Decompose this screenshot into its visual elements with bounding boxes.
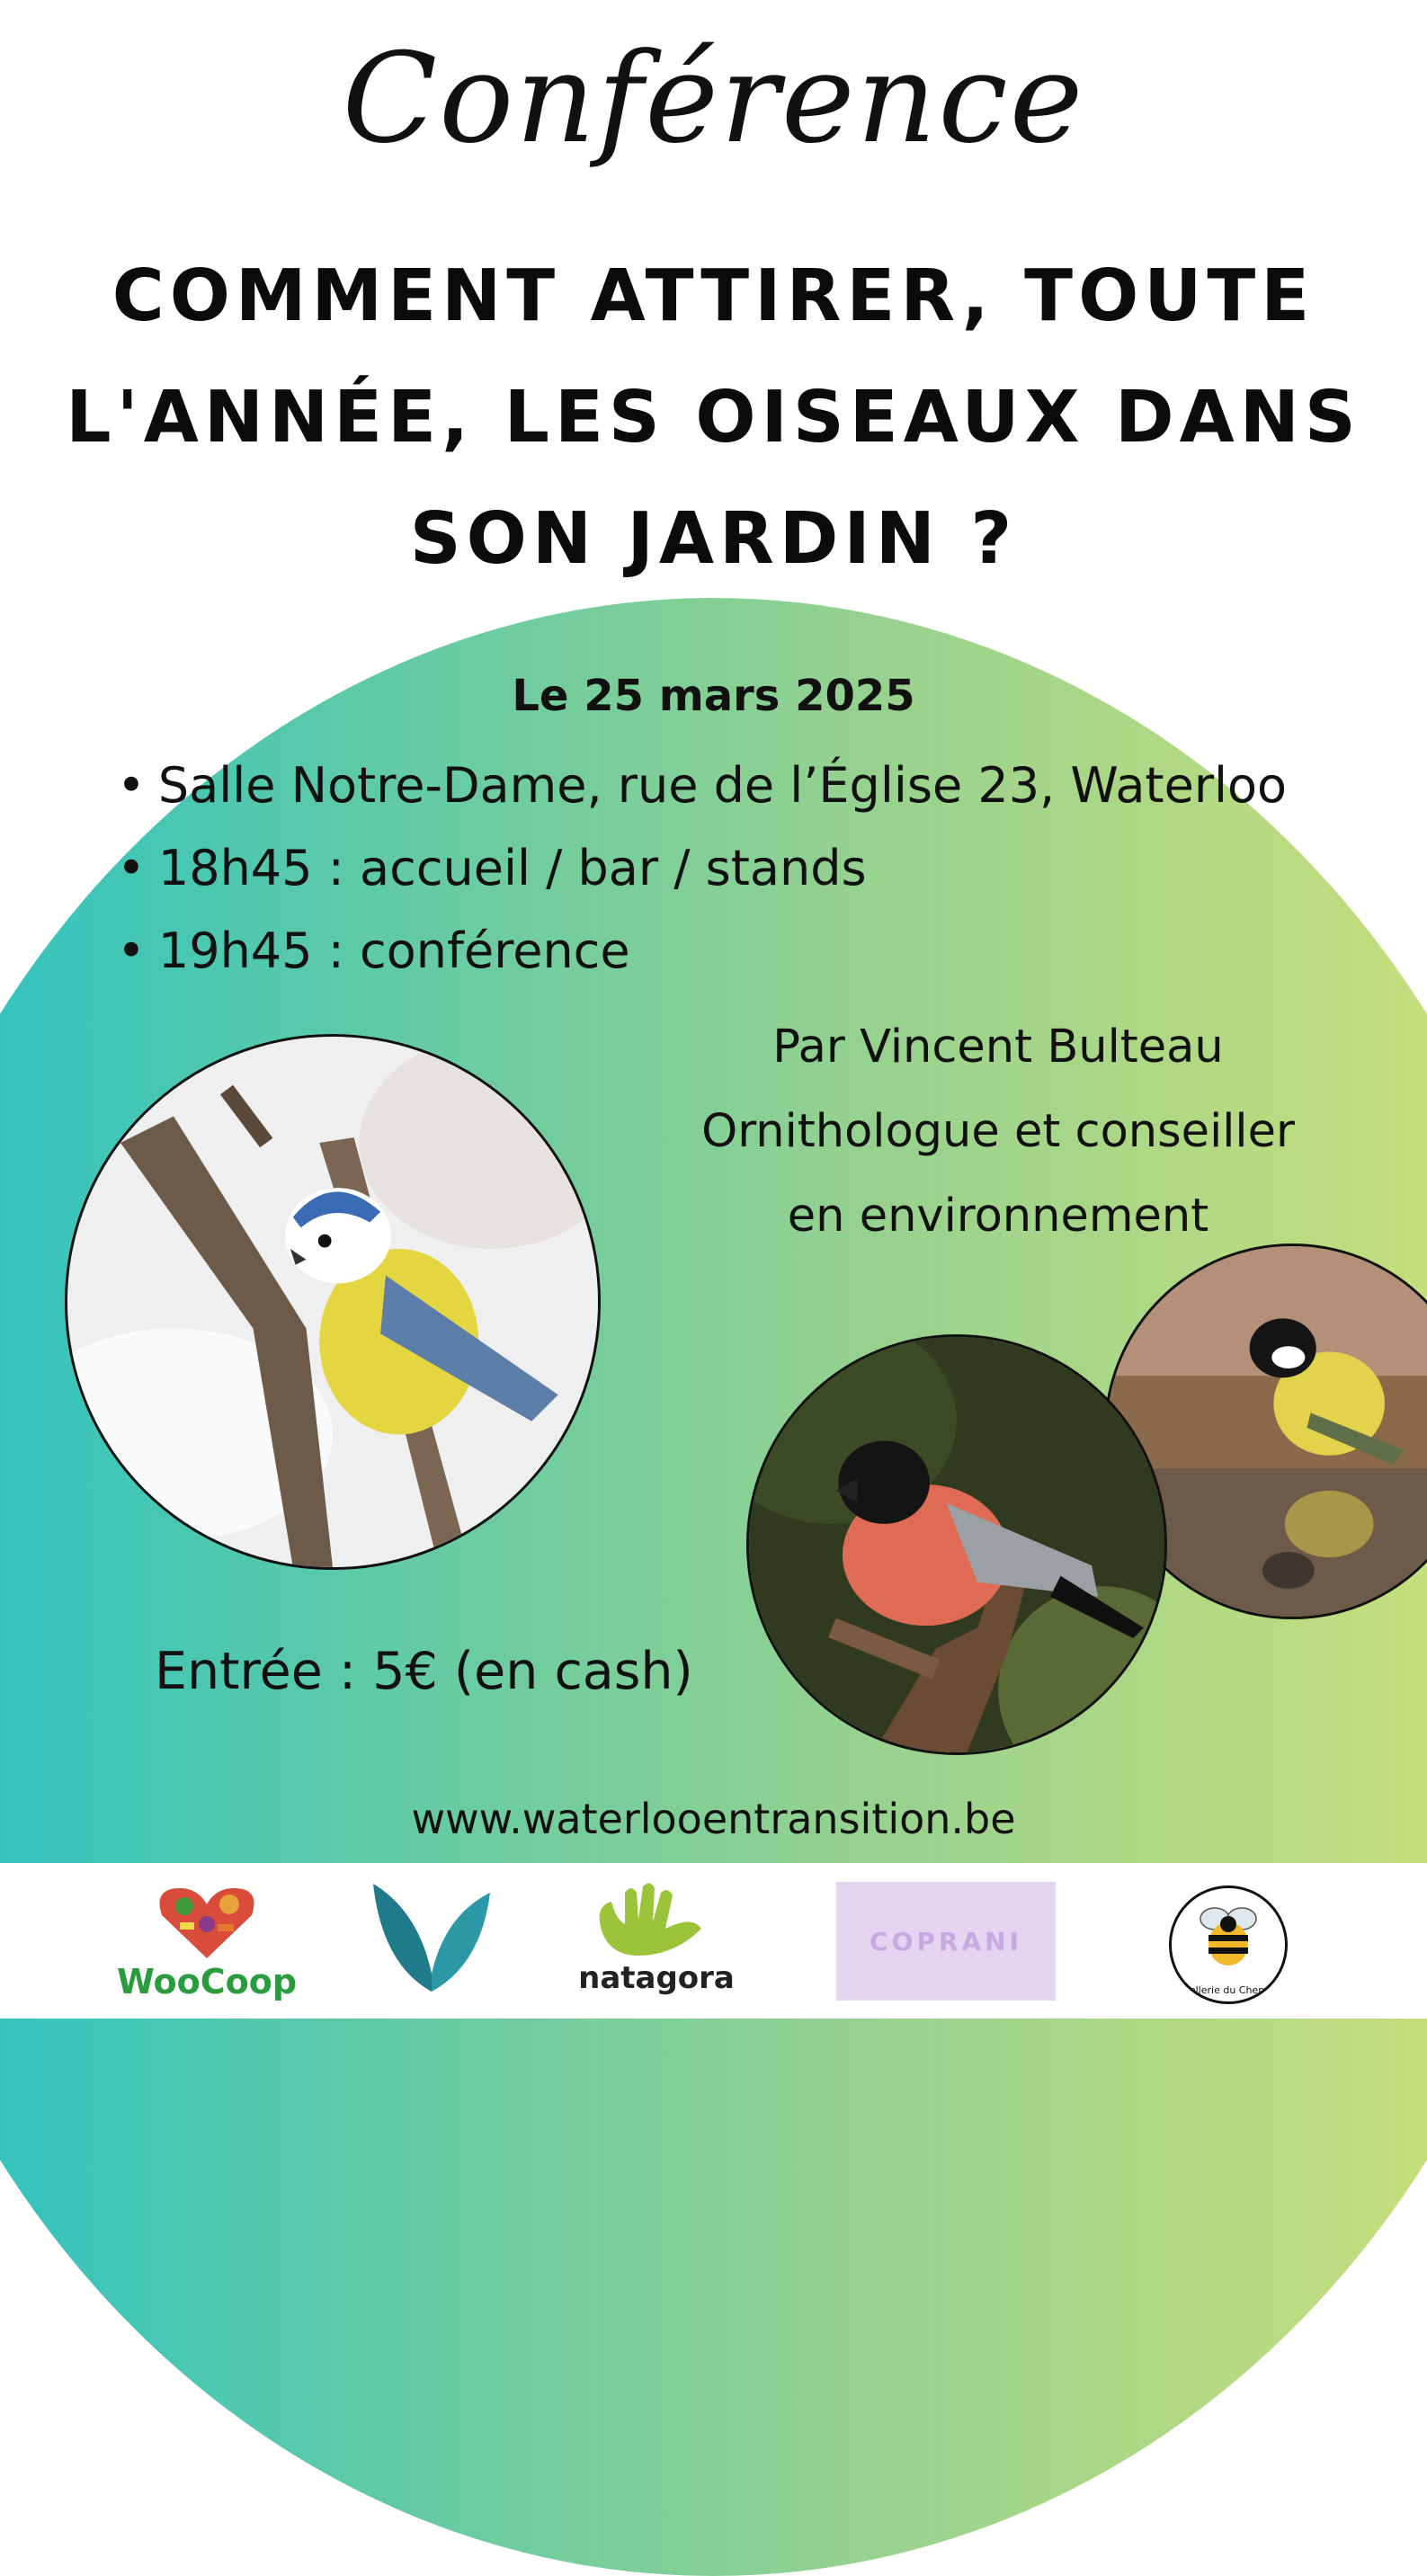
leaf-logo [364, 1875, 499, 1996]
miellerie-wordmark: Miellerie du Chenois [1178, 1984, 1279, 1996]
coprani-logo [836, 1882, 1056, 2001]
event-details-list [117, 744, 1287, 993]
entry-price: Entrée : 5€ (en cash) [155, 1642, 693, 1701]
speaker-name: Par Vincent Bulteau [772, 1021, 1224, 1074]
speaker-role-line-1: Ornithologue et conseiller [701, 1105, 1295, 1158]
speaker-block [620, 1005, 1376, 1259]
headline-line-3: SON JARDIN ? [409, 497, 1018, 580]
coprani-wordmark: COPRANI [870, 1926, 1022, 1957]
script-title: Conférence [342, 26, 1085, 171]
natagora-logo [575, 1879, 737, 1996]
woocoop-wordmark: WooCoop [117, 1962, 298, 2001]
detail-location: • Salle Notre-Dame, rue de l’Église 23, Waterloo [117, 744, 1287, 827]
bullfinch-photo [746, 1334, 1167, 1755]
headline [36, 236, 1391, 600]
headline-line-2: L'ANNÉE, LES OISEAUX DANS [66, 376, 1361, 459]
hand-icon [575, 1879, 737, 1960]
leaf-icon [364, 1875, 499, 1996]
website-url[interactable]: www.waterlooentransition.be [411, 1795, 1016, 1843]
miellerie-logo [1169, 1885, 1288, 2004]
detail-welcome-time: • 18h45 : accueil / bar / stands [117, 827, 1287, 910]
natagora-wordmark: natagora [578, 1960, 735, 1996]
blue-tit-photo [65, 1034, 601, 1570]
speaker-role-line-2: en environnement [787, 1190, 1209, 1243]
bee-icon [1172, 1888, 1285, 1978]
woocoop-logo [117, 1879, 297, 2001]
event-date: Le 25 mars 2025 [512, 671, 915, 721]
detail-talk-time: • 19h45 : conférence [117, 910, 1287, 993]
headline-line-1: COMMENT ATTIRER, TOUTE [111, 254, 1316, 337]
vegetable-heart-icon [117, 1879, 297, 1962]
